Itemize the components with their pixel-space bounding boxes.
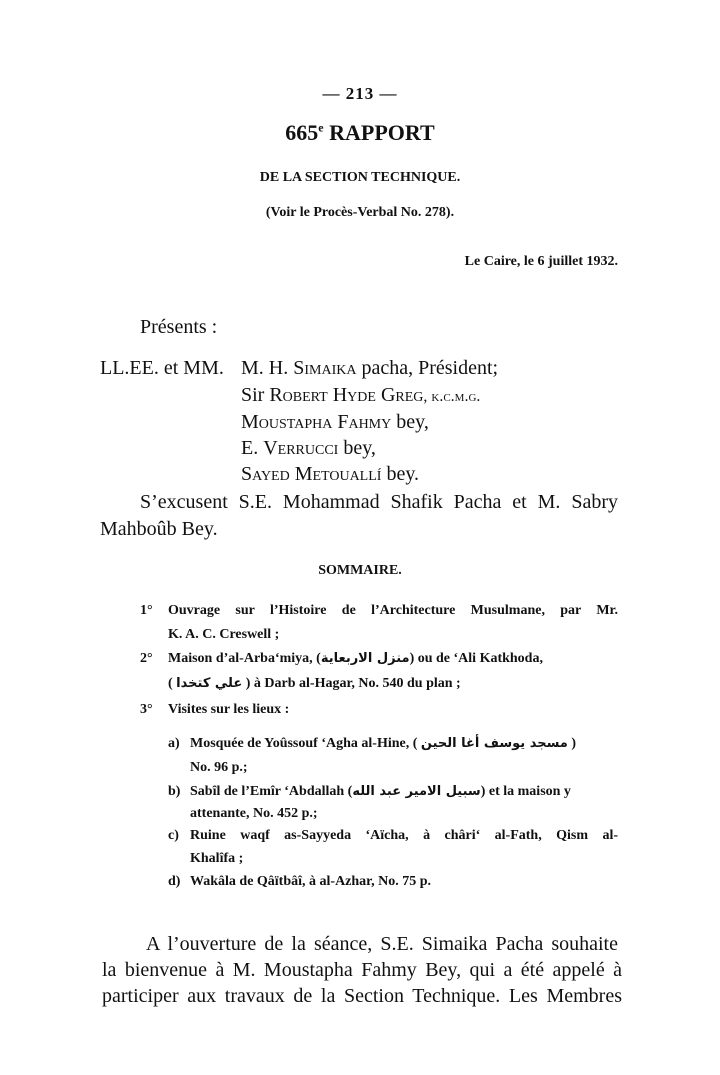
member-prefix: E. — [241, 437, 264, 459]
member-name: Sayed Metouallí — [241, 463, 382, 485]
subitem-text: Khalîfa ; — [190, 851, 244, 866]
members-label: LL.EE. et MM. — [100, 357, 224, 379]
member-suffix: , k.c.m.g. — [423, 388, 481, 405]
member-name: Verrucci — [263, 437, 339, 459]
proces-verbal-reference: (Voir le Procès-Verbal No. 278). — [265, 205, 455, 220]
paragraph-line: la bienvenue à M. Moustapha Fahmy Bey, qui a été appelé à — [102, 959, 622, 981]
member-prefix: Sir — [241, 384, 270, 406]
paragraph-line: A l’ouverture de la séance, S.E. Simaika Pacha souhaite — [146, 933, 618, 955]
subitem-text-part: Mosquée de Yoûssouf ‘Agha al-Hine, ( — [190, 736, 421, 751]
item-text-part: ) à Darb al-Hagar, No. 540 du plan ; — [242, 676, 461, 691]
item-text — [168, 651, 543, 667]
page-number: — 213 — — [322, 84, 398, 103]
subitem-label: c) — [168, 828, 179, 843]
item-text: Visites sur les lieux : — [168, 702, 290, 717]
excuse-line-2: Mahboûb Bey. — [100, 518, 218, 540]
report-number: 665 — [285, 120, 319, 145]
subitem-text — [190, 784, 571, 800]
ordinal-suffix: e — [318, 120, 324, 135]
arabic-name: علي كتخدا — [176, 676, 243, 691]
member-suffix: bey, — [391, 411, 429, 433]
sommaire-title: SOMMAIRE. — [318, 563, 402, 578]
paragraph-line: participer aux travaux de la Section Technique. Les Membres — [102, 985, 622, 1007]
subitem-label: b) — [168, 784, 181, 799]
member-line — [241, 411, 429, 434]
subitem-text-part: ) — [567, 736, 577, 751]
date-line: Le Caire, le 6 juillet 1932. — [464, 254, 618, 269]
item-text-part: ) ou de ‘Ali Katkhoda, — [409, 651, 543, 666]
member-suffix: bey, — [338, 437, 376, 459]
member-name: Simaika — [293, 357, 357, 379]
subitem-text: No. 96 p.; — [190, 760, 248, 775]
subitem-text: Wakâla de Qâïtbâî, à al-Azhar, No. 75 p. — [190, 874, 432, 889]
item-number: 1° — [140, 603, 153, 618]
excuse-line-1: S’excusent S.E. Mohammad Shafik Pacha et M. Sabry — [140, 491, 618, 513]
arabic-name: منزل الاربعاية — [320, 651, 410, 666]
member-line — [241, 357, 498, 380]
member-name: Moustapha Fahmy — [241, 411, 392, 433]
member-suffix: bey. — [381, 463, 420, 485]
subitem-label: a) — [168, 736, 180, 751]
item-text: Ouvrage sur l’Histoire de l’Architecture Musulmane, par Mr. — [168, 603, 618, 618]
item-text-part: ( — [168, 676, 177, 691]
subitem-label: d) — [168, 874, 181, 889]
member-line — [241, 463, 419, 486]
arabic-name: مسجد يوسف أغا الحين — [420, 736, 568, 751]
item-text-part: Maison d’al-Arba‘miya, ( — [168, 651, 321, 666]
member-prefix: M. H. — [241, 357, 294, 379]
subitem-text-part: Sabîl de l’Emîr ‘Abdallah ( — [190, 784, 353, 799]
member-name: Robert Hyde Greg — [269, 384, 424, 406]
report-subtitle: DE LA SECTION TECHNIQUE. — [259, 170, 461, 185]
member-suffix: pacha, Président; — [356, 357, 499, 379]
member-line — [241, 437, 376, 460]
report-title — [0, 120, 720, 146]
member-line — [241, 384, 480, 407]
subitem-text: attenante, No. 452 p.; — [190, 806, 318, 821]
item-number: 2° — [140, 651, 153, 666]
subitem-text: Ruine waqf as-Sayyeda ‘Aïcha, à châri‘ al-Fath, Qism al- — [190, 828, 618, 843]
report-word: RAPPORT — [323, 120, 435, 145]
item-text — [168, 676, 461, 692]
item-number: 3° — [140, 702, 153, 717]
arabic-name: سبيل الامير عبد الله — [352, 784, 481, 799]
item-text: K. A. C. Creswell ; — [168, 627, 280, 642]
subitem-text-part: ) et la maison y — [480, 784, 571, 799]
subitem-text — [190, 736, 576, 752]
presents-label: Présents : — [140, 316, 218, 338]
